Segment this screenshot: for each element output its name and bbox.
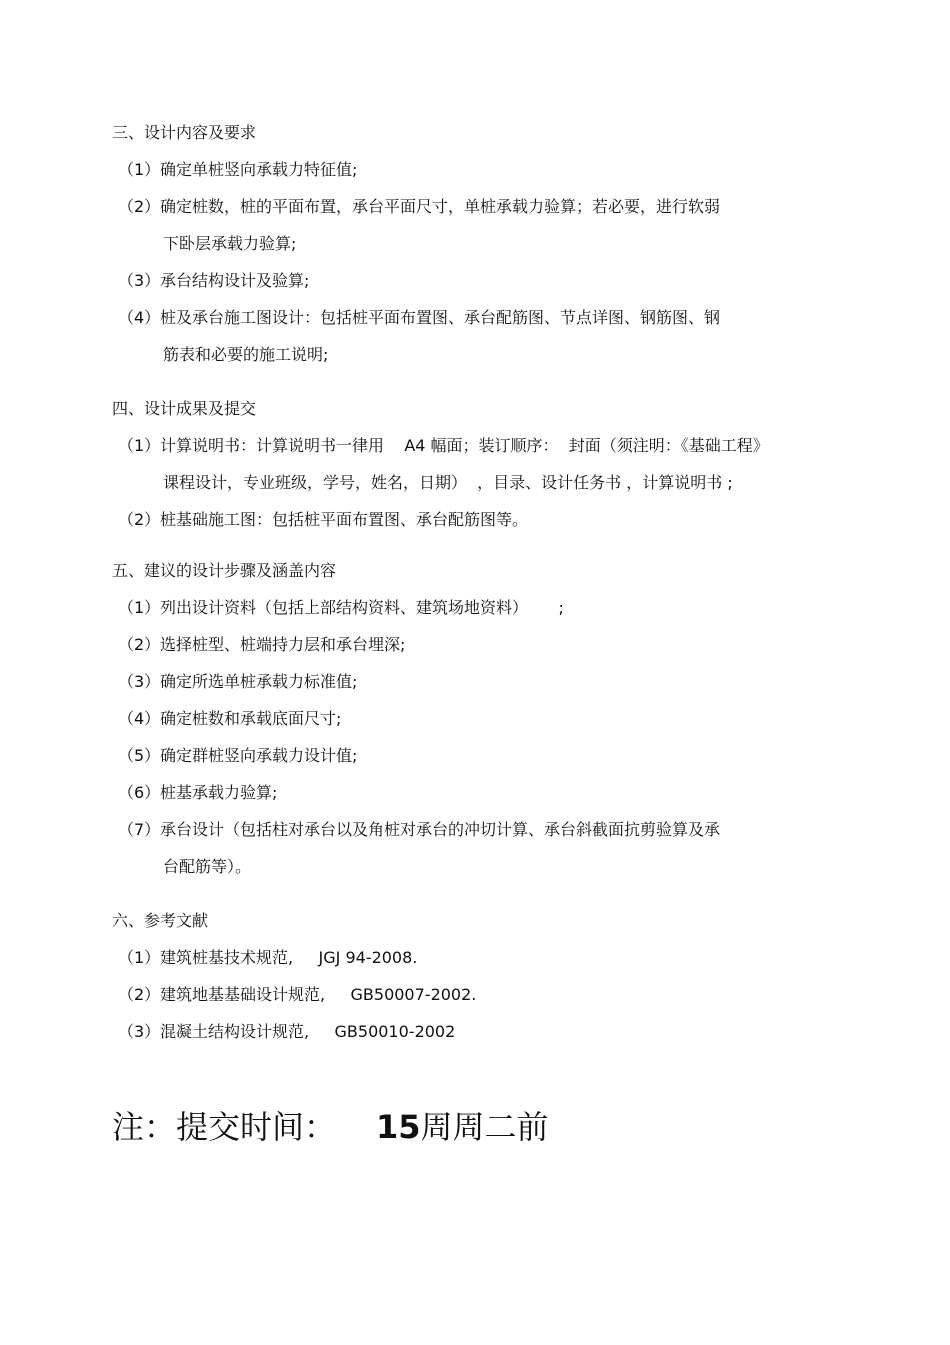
list-item bbox=[112, 1022, 872, 1042]
item-text: 建筑桩基技术规范, JGJ 94-2008. bbox=[160, 948, 418, 967]
item-text: 桩及承台施工图设计：包括桩平面布置图、承台配筋图、节点详图、钢筋图、钢 bbox=[160, 308, 721, 327]
list-item bbox=[112, 672, 872, 692]
item-number: （1） bbox=[118, 160, 161, 179]
note-suffix: 周周二前 bbox=[420, 1108, 549, 1146]
item-text-continued: 课程设计，专业班级，学号，姓名，日期） ，目录、设计任务书 ，计算说明书 ; bbox=[163, 473, 733, 492]
item-number: （4） bbox=[118, 709, 161, 728]
item-text-continued: 筋表和必要的施工说明; bbox=[163, 345, 329, 364]
item-text: 确定桩数，桩的平面布置，承台平面尺寸，单桩承载力验算；若必要，进行软弱 bbox=[160, 197, 721, 216]
item-number: （1） bbox=[118, 948, 161, 967]
item-text: 确定桩数和承载底面尺寸; bbox=[160, 709, 342, 728]
item-number: （7） bbox=[118, 820, 161, 839]
item-text: 确定所选单桩承载力标准值; bbox=[160, 672, 358, 691]
section-references bbox=[112, 911, 872, 1042]
item-number: （1） bbox=[118, 598, 161, 617]
section-heading: 四、设计成果及提交 bbox=[112, 399, 257, 418]
item-number: （2） bbox=[118, 635, 161, 654]
item-number: （2） bbox=[118, 985, 161, 1004]
list-item bbox=[112, 783, 872, 803]
list-item bbox=[112, 308, 872, 365]
list-item bbox=[112, 985, 872, 1005]
item-text: 计算说明书：计算说明书一律用 A4 幅面；装订顺序： 封面（须注明：《基础工程》 bbox=[160, 436, 769, 455]
item-number: （3） bbox=[118, 1022, 161, 1041]
list-item bbox=[112, 271, 872, 291]
item-text-continued: 台配筋等）。 bbox=[163, 857, 252, 876]
item-number: （2） bbox=[118, 510, 161, 529]
item-number: （3） bbox=[118, 271, 161, 290]
section-design-content bbox=[112, 123, 872, 365]
item-number: （6） bbox=[118, 783, 161, 802]
item-text: 桩基础施工图：包括桩平面布置图、承台配筋图等。 bbox=[160, 510, 529, 529]
item-number: （3） bbox=[118, 672, 161, 691]
list-item bbox=[112, 510, 872, 530]
list-item bbox=[112, 820, 872, 877]
item-number: （5） bbox=[118, 746, 161, 765]
list-item bbox=[112, 197, 872, 254]
section-design-steps bbox=[112, 561, 872, 877]
item-text: 混凝土结构设计规范, GB50010-2002 bbox=[160, 1022, 456, 1041]
list-item bbox=[112, 948, 872, 968]
list-item bbox=[112, 709, 872, 729]
item-text: 承台设计（包括柱对承台以及角桩对承台的冲切计算、承台斜截面抗剪验算及承 bbox=[160, 820, 721, 839]
list-item bbox=[112, 746, 872, 766]
item-text: 桩基承载力验算; bbox=[160, 783, 278, 802]
section-heading: 五、建议的设计步骤及涵盖内容 bbox=[112, 561, 337, 580]
item-text: 确定群桩竖向承载力设计值; bbox=[160, 746, 358, 765]
note-week-number: 15 bbox=[376, 1108, 421, 1146]
item-text: 列出设计资料（包括上部结构资料、建筑场地资料） ; bbox=[160, 598, 564, 617]
submission-note bbox=[112, 1104, 549, 1150]
item-text: 确定单桩竖向承载力特征值; bbox=[160, 160, 358, 179]
section-heading: 六、参考文献 bbox=[112, 911, 209, 930]
section-deliverables bbox=[112, 399, 872, 530]
item-text: 承台结构设计及验算; bbox=[160, 271, 310, 290]
item-text: 建筑地基基础设计规范, GB50007-2002. bbox=[160, 985, 477, 1004]
section-heading: 三、设计内容及要求 bbox=[112, 123, 257, 142]
item-text-continued: 下卧层承载力验算; bbox=[163, 234, 297, 253]
list-item bbox=[112, 436, 872, 493]
list-item bbox=[112, 635, 872, 655]
item-text: 选择桩型、桩端持力层和承台埋深; bbox=[160, 635, 406, 654]
list-item bbox=[112, 598, 872, 618]
list-item bbox=[112, 160, 872, 180]
item-number: （1） bbox=[118, 436, 161, 455]
item-number: （2） bbox=[118, 197, 161, 216]
item-number: （4） bbox=[118, 308, 161, 327]
note-prefix: 注：提交时间： bbox=[112, 1108, 337, 1146]
